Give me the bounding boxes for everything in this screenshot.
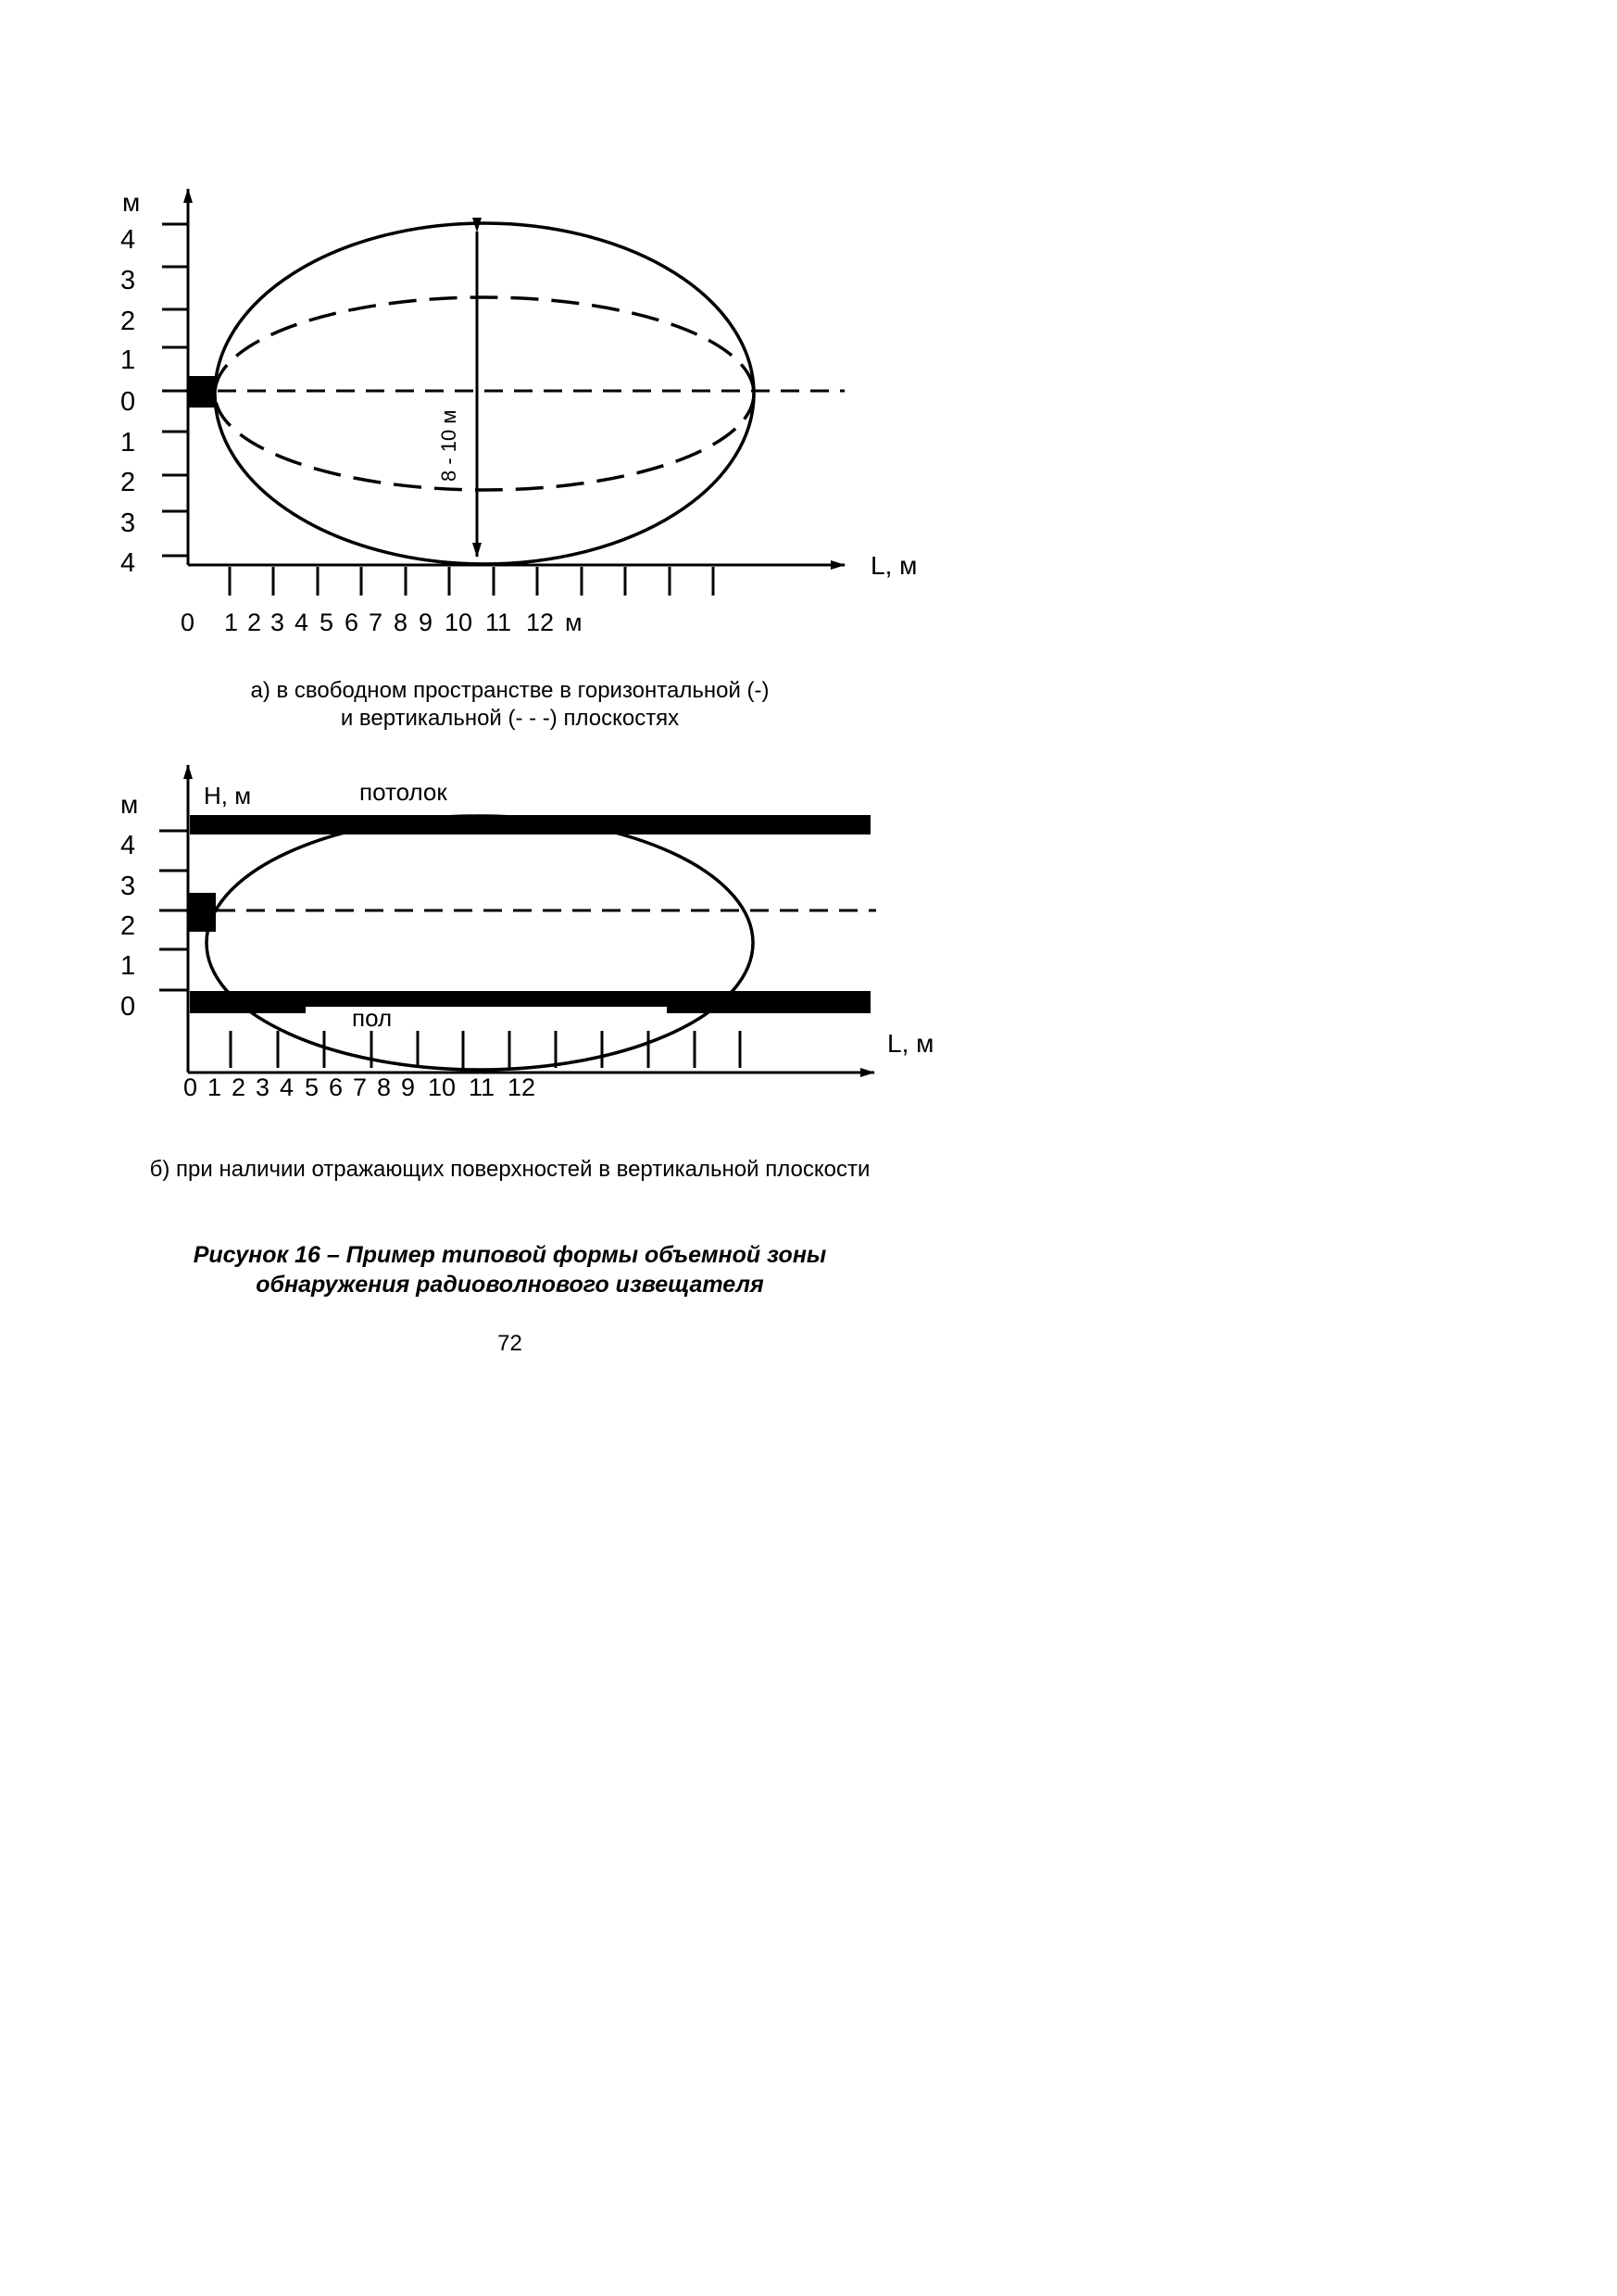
figure-title-line1: Рисунок 16 – Пример типовой формы объемной зоны <box>193 1242 827 1268</box>
b-y-axis-label: Н, м <box>204 782 252 809</box>
b-zone-ellipse <box>207 816 753 1070</box>
b-y-tick-marks <box>159 831 188 990</box>
b-detector-block <box>188 893 216 932</box>
a-horizontal-zone-ellipse <box>215 223 754 564</box>
b-y-unit-label: м <box>120 790 139 819</box>
a-y-tick-label: 2 <box>120 307 136 336</box>
a-y-tick-label: 2 <box>120 468 136 497</box>
b-x-tick-label: 11 <box>469 1073 495 1101</box>
a-x-tick-label: 1 <box>224 609 239 636</box>
b-y-tick-label: 4 <box>120 831 136 860</box>
a-x-tick-label: 2 <box>247 609 262 636</box>
b-x-tick-label: 3 <box>256 1073 270 1101</box>
b-ceiling-label: потолок <box>359 778 447 806</box>
b-x-tick-label: 10 <box>428 1073 457 1101</box>
a-x-tick-label: 9 <box>419 609 433 636</box>
a-y-tick-label: 4 <box>120 225 136 255</box>
a-y-tick-label: 3 <box>120 266 136 295</box>
b-x-tick-label: 1 <box>207 1073 222 1101</box>
b-x-tick-label: 7 <box>353 1073 368 1101</box>
a-height-annotation: 8 - 10 м <box>437 409 460 482</box>
b-y-tick-label: 3 <box>120 872 136 901</box>
a-x-tick-label: 5 <box>320 609 334 636</box>
b-y-tick-labels <box>120 831 135 1022</box>
diagram-b <box>120 765 934 1101</box>
diagram-a <box>120 188 917 636</box>
a-x-tick-label: 10 <box>445 609 473 636</box>
caption-b: б) при наличии отражающих поверхностей в вертикальной плоскости <box>149 1157 871 1182</box>
a-x-tick-label: 3 <box>270 609 285 636</box>
a-detector-block <box>188 376 216 408</box>
a-x-tick-label: 12 <box>526 609 555 636</box>
b-x-axis-label: L, м <box>887 1029 934 1058</box>
a-x-tick-labels <box>181 609 583 636</box>
figure-title-line2: обнаружения радиоволнового извещателя <box>256 1272 764 1298</box>
b-x-tick-label: 4 <box>280 1073 295 1101</box>
a-x-tick-label: 7 <box>369 609 383 636</box>
b-floor-bar <box>190 991 871 1013</box>
b-y-tick-label: 2 <box>120 911 136 941</box>
a-y-tick-label: 3 <box>120 508 136 538</box>
b-x-tick-label: 2 <box>232 1073 246 1101</box>
b-x-tick-labels <box>183 1073 535 1101</box>
a-x-tick-label: 6 <box>345 609 359 636</box>
b-y-tick-label: 0 <box>120 992 136 1022</box>
a-x-tick-label: 4 <box>295 609 309 636</box>
page-number: 72 <box>497 1331 522 1356</box>
a-x-tick-label: 11 <box>485 609 512 636</box>
a-x-tick-label: 0 <box>181 609 195 636</box>
a-y-tick-label: 0 <box>120 387 136 417</box>
a-x-tick-marks <box>230 567 713 596</box>
b-x-tick-label: 12 <box>508 1073 536 1101</box>
b-x-tick-label: 6 <box>329 1073 344 1101</box>
b-x-tick-label: 9 <box>401 1073 416 1101</box>
b-y-tick-label: 1 <box>120 951 136 981</box>
caption-a-line2: и вертикальной (- - -) плоскостях <box>340 706 680 731</box>
a-y-tick-label: 1 <box>120 345 136 375</box>
a-y-unit-label: м <box>122 188 141 217</box>
b-floor-label: пол <box>352 1004 393 1032</box>
a-y-tick-label: 4 <box>120 548 136 578</box>
caption-a-line1: а) в свободном пространстве в горизонтальной (-) <box>250 678 770 703</box>
a-y-tick-labels <box>120 225 135 578</box>
a-x-unit-label: м <box>565 609 583 636</box>
b-x-tick-label: 0 <box>183 1073 198 1101</box>
a-x-tick-label: 8 <box>394 609 408 636</box>
a-x-axis-label: L, м <box>871 551 918 580</box>
a-vertical-zone-ellipse <box>215 297 754 490</box>
a-y-tick-label: 1 <box>120 428 136 458</box>
b-x-tick-label: 8 <box>377 1073 392 1101</box>
a-y-tick-marks <box>162 224 188 556</box>
b-x-tick-label: 5 <box>305 1073 320 1101</box>
